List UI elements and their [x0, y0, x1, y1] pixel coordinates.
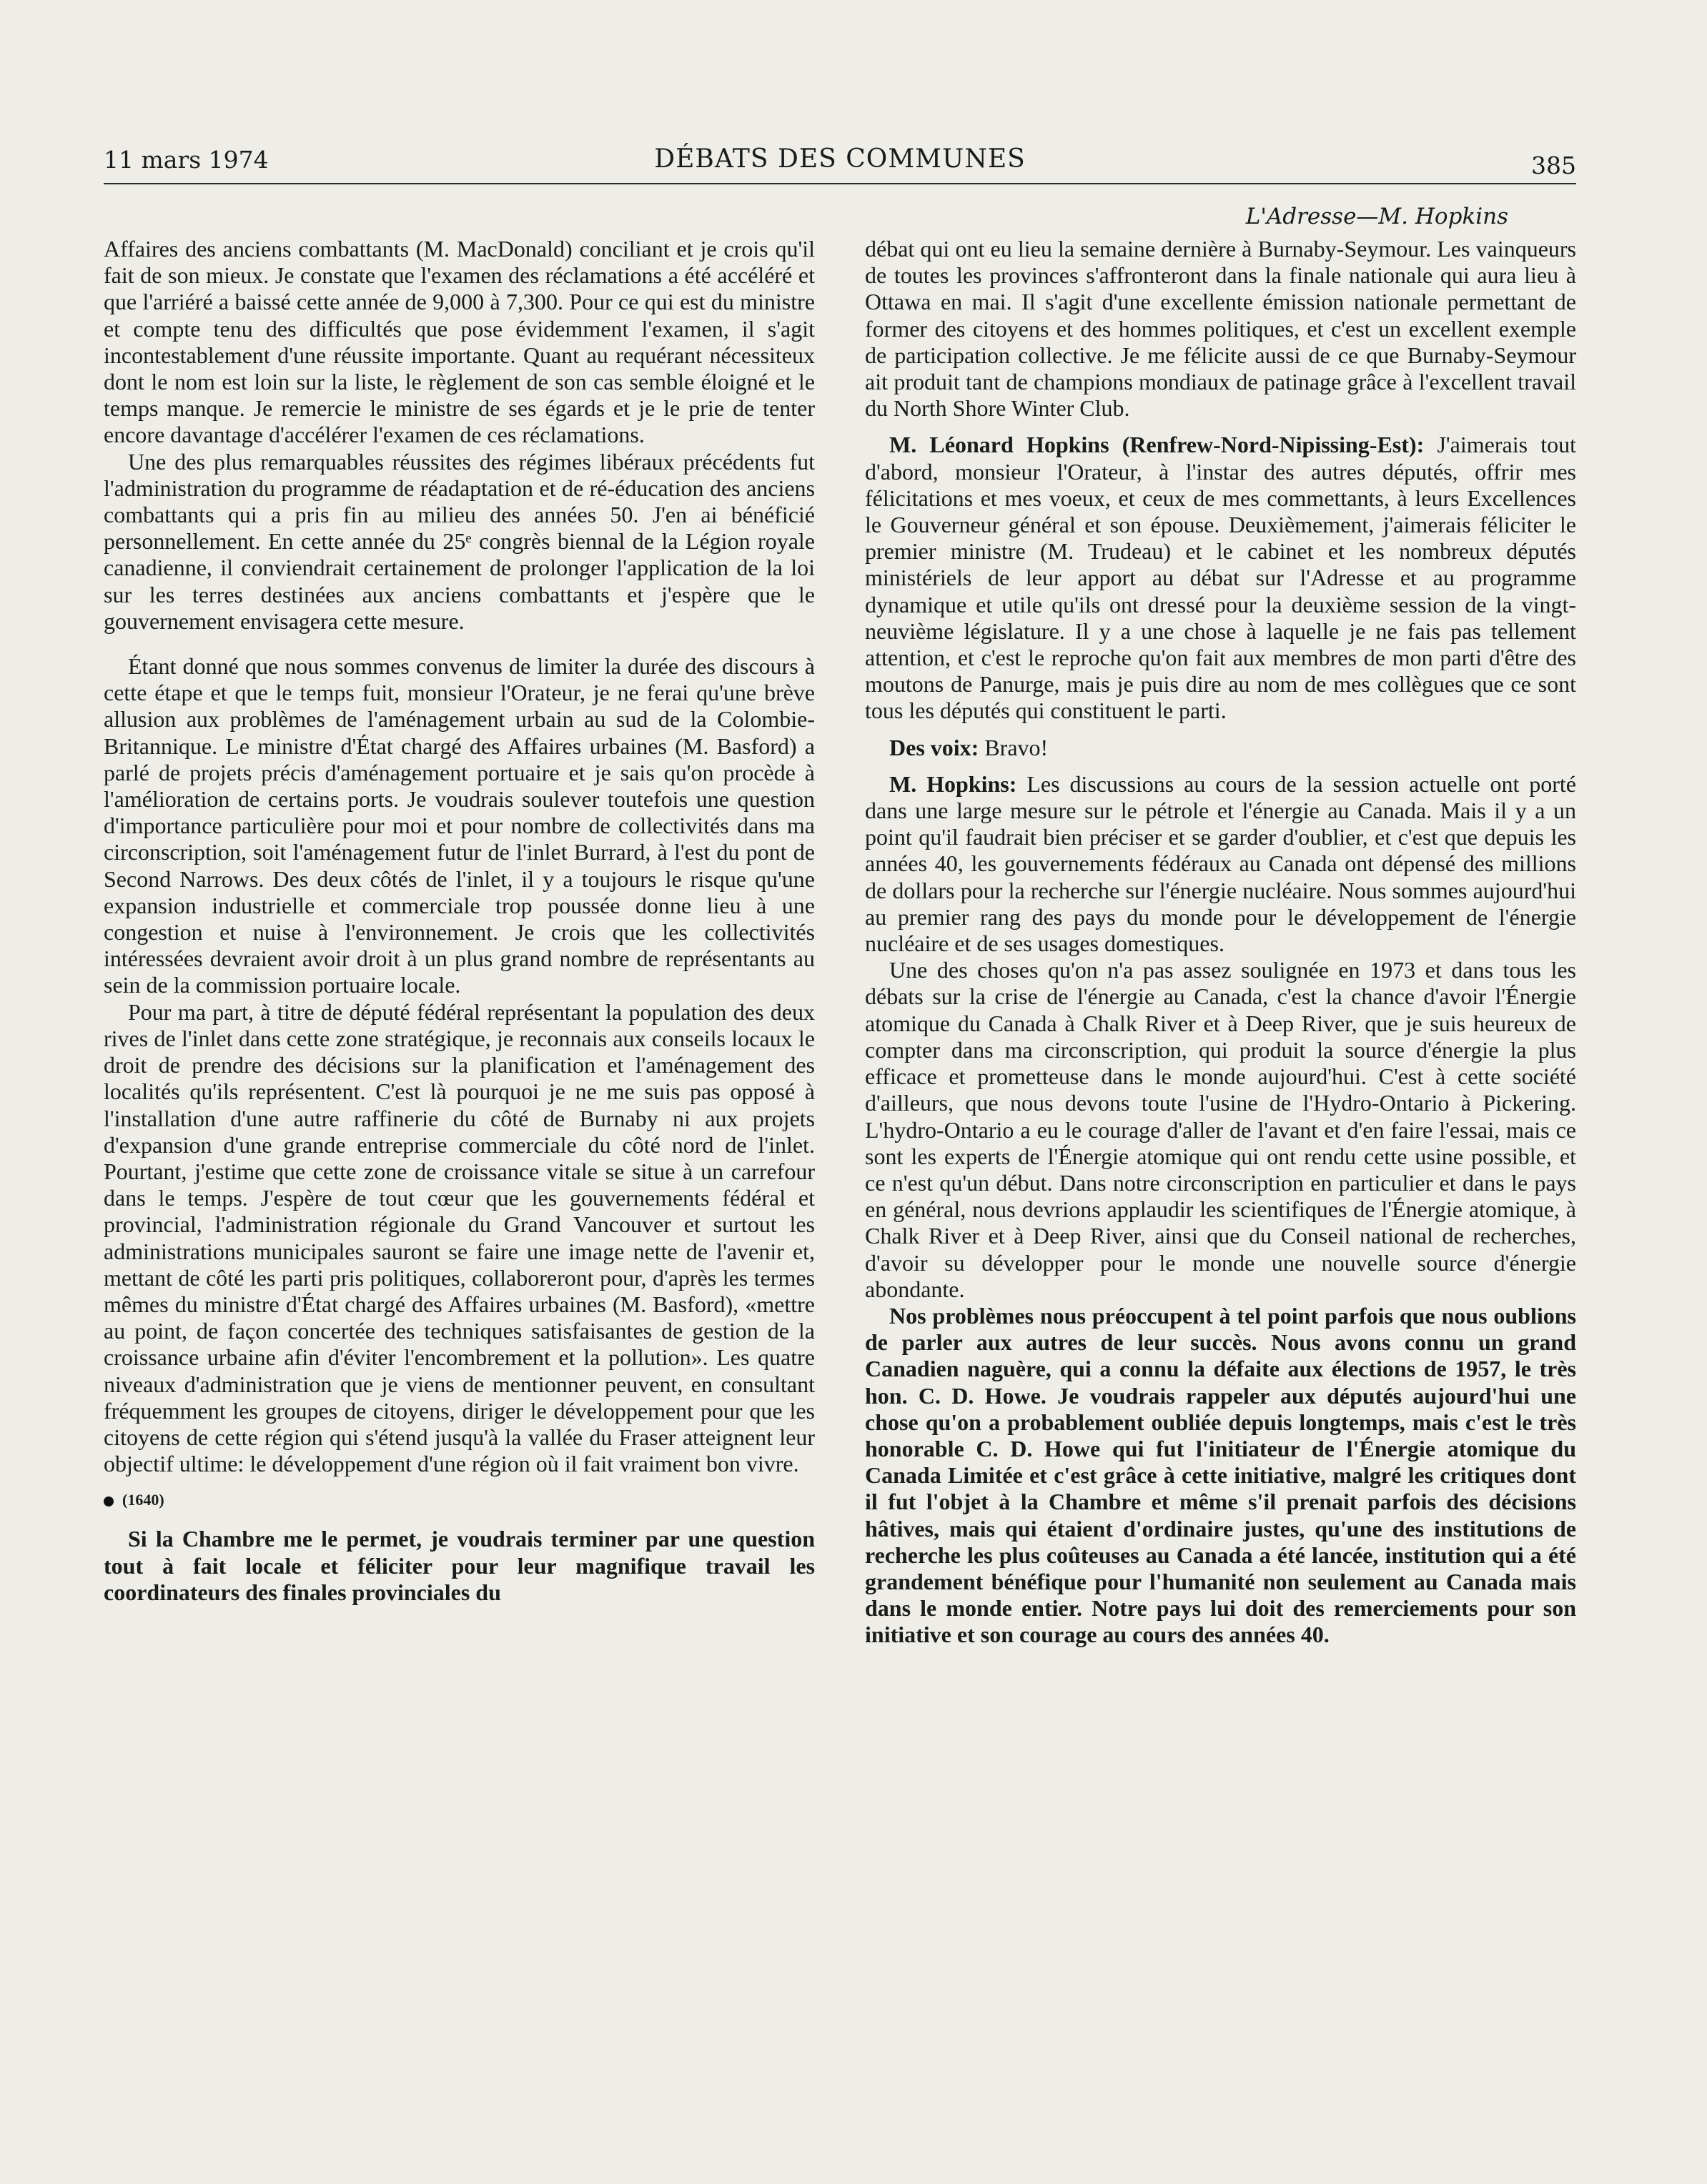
time-marker [104, 1484, 815, 1516]
speaker-name: Des voix: [889, 734, 979, 760]
speaker-name: M. Léonard Hopkins (Renfrew-Nord-Nipissing-Est): [889, 432, 1425, 458]
paragraph: Affaires des anciens combattants (M. MacDonald) conciliant et je crois qu'il fait de son mieux. Je constate que l'examen des réclamations a été accéléré et que l'arriéré a baissé cette année de 9,000 à 7,300. Pour ce qui est du ministre et compte tenu des difficultés que pose évidemment l'examen, il s'agit incontestablement d'une réussite importante. Quant au requérant nécessiteux dont le nom est loin sur la liste, le règlement de son cas semble éloigné et le temps manque. Je remercie le ministre de ses égards et je le prie de tenter encore davantage d'accélérer l'examen de ces réclamations. [104, 236, 815, 448]
page-header [104, 143, 1576, 184]
speech-paragraph [865, 432, 1576, 724]
running-head: L'Adresse—M. Hopkins [1245, 204, 1508, 229]
speech-text: J'aimerais tout d'abord, monsieur l'Orateur, à l'instar des autres députés, offrir mes félicitations et mes voeux, et ceux de mes commettants, à leurs Excellences le Gouverneur général et son épouse. Deuxièmement, j'aimerais féliciter le premier ministre (M. Trudeau) et le cabinet et les nombreux députés ministériels de leur apport au débat sur l'Adresse et au programme dynamique et utile qu'ils ont dressé pour la deuxième session de la vingt-neuvième législature. Il y a une chose à laquelle je ne fais pas tellement attention, et c'est le reproche qu'on fait aux membres de mon parti d'être des moutons de Panurge, mais je puis dire au nom de mes collègues que ce sont tous les députés qui constituent le parti. [865, 432, 1577, 724]
header-date: 11 mars 1974 [104, 146, 269, 174]
paragraph: Pour ma part, à titre de député fédéral représentant la population des deux rives de l'inlet dans cette zone stratégique, je reconnais aux conseils locaux le droit de prendre des décisions sur la planification et l'aménagement des localités qu'ils représentent. C'est là pourquoi je ne me suis pas opposé à l'installation d'une autre raffinerie du côté de Burnaby ni aux projets d'expansion d'une grande entreprise commerciale du côté nord de l'inlet. Pourtant, j'estime que cette zone de croissance vitale se situe à un carrefour dans le temps. J'espère de tout cœur que les gouvernements fédéral et provincial, l'administration régionale du Grand Vancouver et surtout les administrations municipales sauront se faire une image nette de l'avenir et, mettant de côté les parti pris politiques, collaboreront pour, d'après les termes mêmes du ministre d'État chargé des Affaires urbaines (M. Basford), «mettre au point, de façon concertée des techniques satisfaisantes de gestion de la croissance urbaine afin d'éviter l'encombrement et la pollution». Les quatre niveaux d'administration que je viens de mentionner peuvent, en consultant fréquemment les groupes de citoyens, diriger le développement pour que les citoyens de cette région qui s'étend jusqu'à la vallée du Fraser atteignent leur objectif ultime: le développement d'une région où il fait vraiment bon vivre. [104, 998, 815, 1477]
paragraph: Une des plus remarquables réussites des régimes libéraux précédents fut l'administration du programme de réadaptation et de ré-éducation des anciens combattants qui a pris fin au milieu des années 50. J'en ai bénéficié personnellement. En cette année du 25ᵉ congrès biennal de la Légion royale canadienne, il conviendrait certainement de prolonger l'application de la loi sur les terres destinées aux anciens combattants et j'espère que le gouvernement envisagera cette mesure. [104, 448, 815, 634]
right-column [865, 236, 1576, 1649]
speech-text: Bravo! [984, 734, 1049, 760]
time-marker-text: (1640) [122, 1491, 164, 1509]
paragraph: Une des choses qu'on n'a pas assez soulignée en 1973 et dans tous les débats sur la crise de l'énergie au Canada, c'est la chance d'avoir l'Énergie atomique du Canada à Chalk River et à Deep River, que je suis heureux de compter dans ma circonscription, qui produit la source d'énergie la plus efficace et prometteuse dans le monde aujourd'hui. C'est à cette société d'ailleurs, que nous devons toute l'usine de l'Hydro-Ontario à Pickering. L'hydro-Ontario a eu le courage d'aller de l'avant et d'en faire l'essai, mais ce sont les experts de l'Énergie atomique qui ont rendu cette usine possible, et ce n'est qu'un début. Dans notre circonscription en particulier et dans le pays en général, nous devrions applaudir les scientifiques de l'Énergie atomique, à Chalk River et à Deep River, ainsi que du Conseil national de recherches, d'avoir su développer pour le monde une nouvelle source d'énergie abondante. [865, 957, 1576, 1302]
speech-paragraph [865, 771, 1576, 957]
header-title: DÉBATS DES COMMUNES [654, 144, 1026, 174]
paragraph: Si la Chambre me le permet, je voudrais terminer par une question tout à fait locale et féliciter pour leur magnifique travail les coordinateurs des finales provinciales du [104, 1526, 815, 1605]
paragraph: Étant donné que nous sommes convenus de limiter la durée des discours à cette étape et que le temps fuit, monsieur l'Orateur, je ne ferai qu'une brève allusion aux problèmes de l'aménagement urbain au sud de la Colombie-Britannique. Le ministre d'État chargé des Affaires urbaines (M. Basford) a parlé de projets précis d'aménagement portuaire et je sais qu'on procède à l'amélioration de certains ports. Je voudrais soulever toutefois une question d'importance particulière pour moi et pour nombre de collectivités dans ma circonscription, soit l'aménagement futur de l'inlet Burrard, à l'est du pont de Second Narrows. Des deux côtés de l'inlet, il y a toujours le risque qu'une expansion industrielle et commerciale trop poussée donne lieu à une congestion et nuise à l'environnement. Je crois que les collectivités intéressées devraient avoir droit à un plus grand nombre de représentants au sein de la commission portuaire locale. [104, 653, 815, 998]
bullet-icon [104, 1496, 114, 1507]
page-number: 385 [1531, 152, 1576, 179]
paragraph: Nos problèmes nous préoccupent à tel point parfois que nous oublions de parler aux autres de leur succès. Nous avons connu un grand Canadien naguère, qui a connu la défaite aux élections de 1957, le très hon. C. D. Howe. Je voudrais rappeler aux députés aujourd'hui une chose qu'on a probablement oubliée depuis longtemps, mais c'est le très honorable C. D. Howe qui fut l'initiateur de l'Énergie atomique du Canada Limitée et c'est grâce à cette initiative, malgré les critiques dont il fut l'objet à la Chambre et même s'il prenait parfois des décisions hâtives, mais qui étaient d'ordinaire justes, qu'une des institutions de recherche les plus coûteuses au Canada a été lancée, institution qui a été grandement bénéfique pour l'humanité non seulement au Canada mais dans le monde entier. Notre pays lui doit des remerciements pour son initiative et son courage au cours des années 40. [865, 1302, 1576, 1648]
speech-text: Les discussions au cours de la session actuelle ont porté dans une large mesure sur le pétrole et l'énergie au Canada. Mais il y a un point qu'il faudrait bien préciser et se garder d'oublier, et c'est que depuis les années 40, les gouvernements fédéraux au Canada ont dépensé des millions de dollars pour la recherche sur l'énergie nucléaire. Nous sommes aujourd'hui au premier rang des pays du monde pour le développement de l'énergie nucléaire et de ses usages domestiques. [865, 770, 1577, 957]
speech-paragraph [865, 735, 1576, 761]
left-column [104, 236, 815, 1606]
speaker-name: M. Hopkins: [889, 770, 1017, 797]
paragraph: débat qui ont eu lieu la semaine dernière à Burnaby-Seymour. Les vainqueurs de toutes les provinces s'affronteront dans la finale nationale qui aura lieu à Ottawa en mai. Il s'agit d'une excellente émission nationale permettant de former des citoyens et des hommes politiques, et c'est un excellent exemple de participation collective. Je me félicite aussi de ce que Burnaby-Seymour ait produit tant de champions mondiaux de patinage grâce à l'excellent travail du North Shore Winter Club. [865, 236, 1576, 422]
